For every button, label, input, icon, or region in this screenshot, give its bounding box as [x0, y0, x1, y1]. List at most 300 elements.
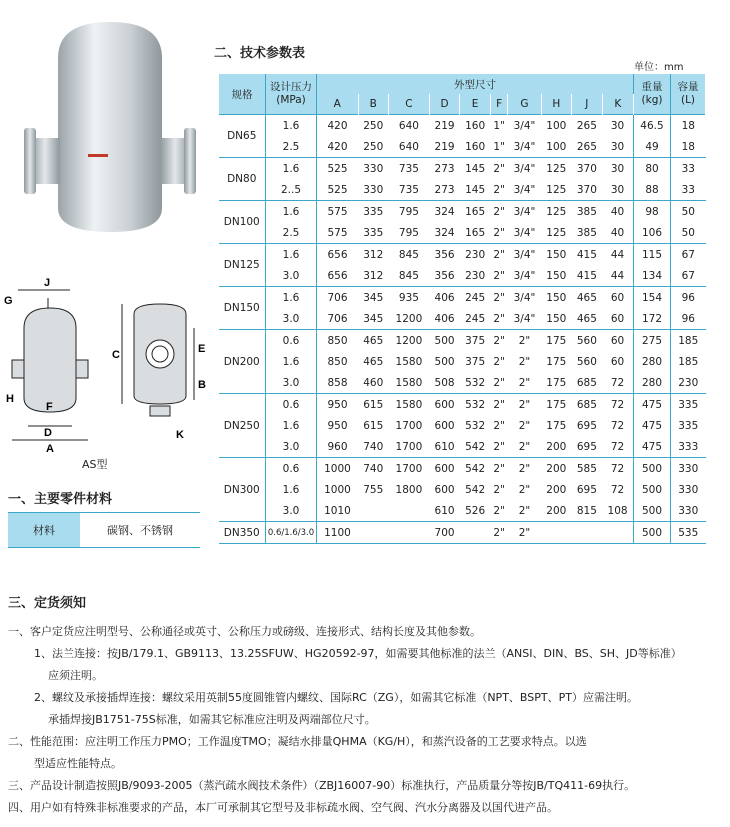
- separator-photo: [20, 18, 200, 240]
- spec-dim-cell: 1580: [395, 355, 423, 368]
- spec-dim-cell: 30: [602, 158, 633, 180]
- spec-dim-cell: 175: [546, 355, 567, 368]
- spec-pressure-cell: 2.5: [266, 222, 317, 244]
- spec-dim-cell: 420: [327, 140, 348, 153]
- spec-size-cell: DN250: [219, 394, 266, 458]
- spec-dim-cell: 44: [602, 244, 633, 266]
- spec-dim-cell: 1700: [395, 419, 423, 432]
- spec-dim-cell: 656: [317, 244, 359, 266]
- dim-d-label: D: [44, 427, 52, 439]
- notes-line: 应须注明。: [48, 669, 103, 682]
- spec-dim-cell: 695: [576, 419, 597, 432]
- dim-h-label: H: [6, 393, 14, 405]
- spec-size-cell: DN100: [219, 201, 266, 244]
- spec-dim-cell: 2": [493, 183, 505, 196]
- spec-dim-cell: 640: [398, 140, 419, 153]
- spec-dim-cell: 858: [327, 376, 348, 389]
- spec-dim-cell: 230: [460, 244, 491, 266]
- spec-capacity-cell: 67: [681, 269, 695, 282]
- spec-dim-cell: 755: [363, 483, 384, 496]
- spec-dim-cell: 960: [327, 440, 348, 453]
- spec-capacity-cell: 230: [678, 376, 699, 389]
- spec-dim-cell: 385: [576, 226, 597, 239]
- spec-dim-cell: [460, 522, 491, 544]
- spec-size-cell: DN300: [219, 458, 266, 522]
- materials-section-title: 一、主要零件材料: [8, 492, 113, 507]
- spec-weight-cell: 475: [634, 436, 671, 458]
- col-dim-b: B: [358, 94, 389, 115]
- spec-dim-cell: 265: [576, 140, 597, 153]
- spec-dim-cell: 600: [429, 394, 460, 416]
- spec-pressure-cell: 3.0: [266, 308, 317, 330]
- spec-dim-cell: 850: [317, 330, 359, 352]
- spec-dim-cell: 2": [508, 458, 541, 480]
- spec-dim-cell: 245: [460, 287, 491, 309]
- spec-dim-cell: 532: [465, 376, 486, 389]
- col-outer: 外型尺寸: [317, 74, 634, 94]
- spec-weight-cell: 106: [634, 222, 671, 244]
- spec-dim-cell: 600: [434, 419, 455, 432]
- spec-dim-cell: 740: [358, 458, 389, 480]
- materials-header: 材料: [8, 513, 80, 548]
- spec-capacity-cell: 18: [681, 140, 695, 153]
- spec-pressure-cell: 1.6: [266, 351, 317, 372]
- spec-dim-cell: 2": [508, 330, 541, 352]
- spec-capacity-cell: 18: [671, 115, 706, 137]
- spec-weight-cell: 80: [634, 158, 671, 180]
- spec-dim-cell: 706: [327, 312, 348, 325]
- spec-row: [219, 136, 706, 158]
- spec-capacity-cell: 33: [681, 183, 695, 196]
- spec-section-title: 二、技术参数表: [214, 46, 306, 61]
- spec-weight-cell: 280: [634, 351, 671, 372]
- spec-dim-cell: 500: [429, 330, 460, 352]
- spec-weight-cell: 280: [634, 372, 671, 394]
- spec-dim-cell: [541, 522, 572, 544]
- spec-dim-cell: 3/4": [508, 287, 541, 309]
- spec-dim-cell: 312: [358, 244, 389, 266]
- spec-pressure-cell: 1.6: [266, 287, 317, 309]
- spec-weight-cell: 134: [634, 265, 671, 287]
- spec-row: [219, 522, 706, 544]
- spec-dim-cell: 600: [429, 458, 460, 480]
- spec-dim-cell: 2": [518, 376, 531, 389]
- spec-dim-cell: 2": [493, 483, 505, 496]
- spec-dim-cell: 375: [460, 330, 491, 352]
- spec-dim-cell: 44: [602, 265, 633, 287]
- spec-capacity-cell: 50: [671, 201, 706, 223]
- spec-dim-cell: 160: [460, 115, 491, 137]
- spec-dim-cell: 200: [546, 504, 567, 517]
- col-dim-k: K: [602, 94, 633, 115]
- spec-dim-cell: 30: [602, 115, 633, 137]
- spec-weight-cell: 88: [634, 179, 671, 201]
- spec-dim-cell: [389, 522, 430, 544]
- spec-weight-cell: 154: [634, 287, 671, 309]
- spec-dim-cell: 415: [576, 269, 597, 282]
- spec-dim-cell: 815: [576, 504, 597, 517]
- spec-dim-cell: 30: [602, 136, 633, 158]
- col-dim-c: C: [389, 94, 430, 115]
- spec-weight-cell: 172: [634, 308, 671, 330]
- spec-dim-cell: 108: [602, 500, 633, 522]
- spec-row: [219, 351, 706, 372]
- spec-dim-cell: 3/4": [513, 226, 536, 239]
- spec-dim-cell: 695: [576, 483, 597, 496]
- spec-dim-cell: 526: [465, 504, 486, 517]
- spec-dim-cell: 324: [429, 201, 460, 223]
- spec-dim-cell: 273: [429, 158, 460, 180]
- spec-dim-cell: 345: [363, 312, 384, 325]
- spec-dim-cell: 175: [546, 376, 567, 389]
- spec-weight-cell: 115: [634, 244, 671, 266]
- spec-row: [219, 115, 706, 137]
- spec-dim-cell: 1580: [389, 394, 430, 416]
- spec-pressure-cell: 0.6: [266, 458, 317, 480]
- spec-dim-cell: 30: [602, 179, 633, 201]
- spec-weight-cell: 275: [634, 330, 671, 352]
- spec-dim-cell: 3/4": [508, 244, 541, 266]
- spec-dim-cell: 2": [490, 458, 508, 480]
- col-pressure: 设计压力 (MPa): [266, 74, 317, 115]
- spec-dim-cell: 312: [363, 269, 384, 282]
- spec-dim-cell: 508: [434, 376, 455, 389]
- spec-dim-cell: 60: [602, 351, 633, 372]
- spec-weight-cell: 500: [634, 458, 671, 480]
- notes-title: 三、定货须知: [8, 596, 87, 611]
- spec-row: [219, 330, 706, 352]
- spec-dim-cell: 60: [602, 330, 633, 352]
- spec-capacity-cell: 330: [671, 458, 706, 480]
- spec-dim-cell: 2": [490, 330, 508, 352]
- spec-dim-cell: 125: [546, 183, 567, 196]
- spec-dim-cell: 250: [363, 140, 384, 153]
- spec-dim-cell: 795: [398, 226, 419, 239]
- spec-dim-cell: 2": [493, 269, 505, 282]
- spec-dim-cell: 165: [460, 201, 491, 223]
- spec-dim-cell: 1000: [317, 458, 359, 480]
- spec-dim-cell: [602, 522, 633, 544]
- spec-row: [219, 415, 706, 436]
- dim-g-label: G: [4, 295, 13, 307]
- spec-dim-cell: 370: [572, 158, 603, 180]
- spec-size-cell: DN125: [219, 244, 266, 287]
- spec-dim-cell: 640: [389, 115, 430, 137]
- spec-dim-cell: 2": [490, 201, 508, 223]
- spec-dim-cell: 460: [363, 376, 384, 389]
- spec-pressure-cell: 0.6: [266, 394, 317, 416]
- spec-weight-cell: 500: [634, 522, 671, 544]
- spec-dim-cell: 706: [317, 287, 359, 309]
- spec-weight-cell: 500: [634, 479, 671, 500]
- spec-dim-cell: 845: [389, 244, 430, 266]
- col-dim-f: F: [490, 94, 508, 115]
- spec-dim-cell: 165: [465, 226, 486, 239]
- dim-k-label: K: [176, 429, 184, 441]
- spec-dim-cell: 2": [493, 504, 505, 517]
- spec-dim-cell: 125: [541, 201, 572, 223]
- spec-row: [219, 244, 706, 266]
- spec-dim-cell: 1700: [389, 458, 430, 480]
- spec-dim-cell: 72: [602, 415, 633, 436]
- materials-table: [8, 512, 200, 548]
- spec-pressure-cell: 1.6: [266, 158, 317, 180]
- spec-row: [219, 372, 706, 394]
- spec-dim-cell: 375: [465, 355, 486, 368]
- spec-dim-cell: 465: [576, 312, 597, 325]
- spec-table: [218, 74, 706, 544]
- spec-dim-cell: 356: [434, 269, 455, 282]
- notes-line: 1、法兰连接：按JB/179.1、GB9113、13.25SFUW、HG20592-97，如需要其他标准的法兰（ANSI、DIN、BS、SH、JD等标准）: [34, 647, 682, 660]
- spec-dim-cell: 1200: [395, 312, 423, 325]
- spec-dim-cell: 3/4": [513, 183, 536, 196]
- spec-pressure-cell: 1.6: [266, 479, 317, 500]
- col-capacity: 容量 (L): [671, 74, 706, 115]
- spec-dim-cell: 2": [490, 158, 508, 180]
- spec-dim-cell: 1700: [395, 440, 423, 453]
- spec-dim-cell: 685: [572, 394, 603, 416]
- spec-dim-cell: 2": [493, 226, 505, 239]
- spec-row: [219, 308, 706, 330]
- spec-dim-cell: 330: [363, 183, 384, 196]
- spec-capacity-cell: 96: [681, 312, 695, 325]
- col-dim-g: G: [508, 94, 541, 115]
- spec-dim-cell: 950: [317, 394, 359, 416]
- spec-dim-cell: 1100: [317, 522, 359, 544]
- spec-capacity-cell: 335: [678, 419, 699, 432]
- spec-capacity-cell: 330: [678, 504, 699, 517]
- spec-dim-cell: 406: [429, 287, 460, 309]
- spec-dim-cell: 740: [363, 440, 384, 453]
- spec-dim-cell: 500: [434, 355, 455, 368]
- spec-weight-cell: 49: [634, 136, 671, 158]
- spec-pressure-cell: 1.6: [266, 415, 317, 436]
- spec-dim-cell: 542: [465, 440, 486, 453]
- spec-weight-cell: 475: [634, 394, 671, 416]
- spec-dim-cell: 532: [460, 394, 491, 416]
- spec-capacity-cell: 185: [671, 330, 706, 352]
- spec-dim-cell: [389, 500, 430, 522]
- spec-dim-cell: 600: [434, 483, 455, 496]
- spec-row: [219, 201, 706, 223]
- spec-dim-cell: 3/4": [513, 312, 536, 325]
- spec-dim-cell: 100: [541, 115, 572, 137]
- unit-label: 单位：mm: [634, 62, 684, 73]
- spec-dim-cell: 72: [602, 372, 633, 394]
- spec-dim-cell: 200: [541, 458, 572, 480]
- spec-dim-cell: 3/4": [513, 140, 536, 153]
- spec-dim-cell: 700: [429, 522, 460, 544]
- col-dim-d: D: [429, 94, 460, 115]
- spec-dim-cell: 200: [546, 440, 567, 453]
- spec-dim-cell: 656: [327, 269, 348, 282]
- spec-capacity-cell: 185: [678, 355, 699, 368]
- spec-row: [219, 222, 706, 244]
- spec-dim-cell: 2": [518, 419, 531, 432]
- spec-dim-cell: 532: [465, 419, 486, 432]
- spec-dim-cell: 2": [490, 287, 508, 309]
- notes-line: 一、客户定货应注明型号、公称通径或英寸、公称压力或磅级、连接形式、结构长度及其他参数。: [8, 625, 481, 638]
- spec-dim-cell: 370: [576, 183, 597, 196]
- spec-pressure-cell: 1.6: [266, 115, 317, 137]
- spec-dim-cell: 695: [576, 440, 597, 453]
- spec-capacity-cell: 50: [681, 226, 695, 239]
- spec-dim-cell: 72: [602, 458, 633, 480]
- spec-dim-cell: 175: [541, 394, 572, 416]
- col-dim-j: J: [572, 94, 603, 115]
- spec-dim-cell: 145: [460, 158, 491, 180]
- spec-capacity-cell: 67: [671, 244, 706, 266]
- spec-dim-cell: 324: [434, 226, 455, 239]
- spec-dim-cell: 2": [493, 419, 505, 432]
- spec-pressure-cell: 2.5: [266, 136, 317, 158]
- order-notes: [8, 592, 723, 819]
- col-weight: 重量 (kg): [634, 74, 671, 115]
- spec-row: [219, 479, 706, 500]
- spec-pressure-cell: 0.6: [266, 330, 317, 352]
- col-dim-a: A: [317, 94, 359, 115]
- spec-dim-cell: 60: [602, 308, 633, 330]
- spec-row: [219, 265, 706, 287]
- spec-capacity-cell: 535: [671, 522, 706, 544]
- dim-e-label: E: [198, 343, 206, 355]
- spec-dim-cell: 250: [358, 115, 389, 137]
- spec-dim-cell: 795: [389, 201, 430, 223]
- spec-size-cell: DN65: [219, 115, 266, 158]
- spec-dim-cell: 2": [493, 376, 505, 389]
- spec-dim-cell: 40: [602, 201, 633, 223]
- notes-line: 2、螺纹及承接插焊连接：螺纹采用英制55度圆锥管内螺纹、国际RC（ZG），如需其它标准（NPT、BSPT、PT）应需注明。: [34, 691, 638, 704]
- spec-size-cell: DN80: [219, 158, 266, 201]
- spec-row: [219, 436, 706, 458]
- spec-dim-cell: 685: [576, 376, 597, 389]
- dim-f-label: F: [46, 401, 53, 413]
- spec-dim-cell: 935: [389, 287, 430, 309]
- col-spec: 规格: [219, 74, 266, 115]
- spec-dim-cell: 150: [546, 269, 567, 282]
- spec-dim-cell: 575: [327, 226, 348, 239]
- spec-pressure-cell: 2..5: [266, 179, 317, 201]
- spec-dim-cell: 2": [518, 483, 531, 496]
- spec-dim-cell: 345: [358, 287, 389, 309]
- spec-dim-cell: 2": [490, 394, 508, 416]
- spec-dim-cell: 145: [465, 183, 486, 196]
- spec-dim-cell: 200: [546, 483, 567, 496]
- spec-pressure-cell: 0.6/1.6/3.0: [266, 522, 317, 544]
- spec-weight-cell: 475: [634, 415, 671, 436]
- spec-dim-cell: 330: [358, 158, 389, 180]
- spec-dim-cell: 950: [327, 419, 348, 432]
- spec-dim-cell: 150: [546, 312, 567, 325]
- spec-dim-cell: 3/4": [513, 269, 536, 282]
- spec-dim-cell: 542: [465, 483, 486, 496]
- spec-dim-cell: 560: [572, 330, 603, 352]
- spec-dim-cell: 2": [518, 440, 531, 453]
- spec-dim-cell: 356: [429, 244, 460, 266]
- spec-row: [219, 500, 706, 522]
- spec-dim-cell: 2": [493, 355, 505, 368]
- spec-dim-cell: 2": [518, 355, 531, 368]
- spec-capacity-cell: 96: [671, 287, 706, 309]
- spec-dim-cell: 465: [572, 287, 603, 309]
- spec-row: [219, 458, 706, 480]
- spec-capacity-cell: 33: [671, 158, 706, 180]
- spec-dim-cell: 2": [490, 244, 508, 266]
- spec-dim-cell: 273: [434, 183, 455, 196]
- spec-dim-cell: 175: [541, 330, 572, 352]
- spec-row: [219, 179, 706, 201]
- spec-pressure-cell: 3.0: [266, 265, 317, 287]
- notes-line: 承插焊接JB1751-75S标准，如需其它标准应注明及两端部位尺寸。: [48, 713, 376, 726]
- spec-pressure-cell: 3.0: [266, 372, 317, 394]
- spec-dim-cell: 160: [465, 140, 486, 153]
- spec-dim-cell: 1580: [395, 376, 423, 389]
- spec-dim-cell: 542: [460, 458, 491, 480]
- spec-dim-cell: 406: [434, 312, 455, 325]
- spec-dim-cell: [572, 522, 603, 544]
- spec-row: [219, 287, 706, 309]
- spec-dim-cell: 610: [434, 504, 455, 517]
- materials-value: 碳钢、不锈钢: [80, 513, 200, 548]
- dim-b-label: B: [198, 379, 206, 391]
- notes-line: 四、用户如有特殊非标准要求的产品，本厂可承制其它型号及非标疏水阀、空气阀、汽水分离器及以国代进产品。: [8, 801, 558, 814]
- spec-dim-cell: 2": [508, 522, 541, 544]
- spec-dim-cell: 230: [465, 269, 486, 282]
- spec-dim-cell: 2": [518, 504, 531, 517]
- dim-a-label: A: [46, 443, 54, 455]
- spec-size-cell: DN200: [219, 330, 266, 394]
- spec-dim-cell: 735: [389, 158, 430, 180]
- spec-dim-cell: 2": [490, 522, 508, 544]
- spec-dim-cell: 72: [602, 394, 633, 416]
- spec-dim-cell: 60: [602, 287, 633, 309]
- spec-dim-cell: 850: [327, 355, 348, 368]
- spec-dim-cell: 465: [358, 330, 389, 352]
- spec-pressure-cell: 3.0: [266, 500, 317, 522]
- spec-dim-cell: [358, 522, 389, 544]
- spec-row: [219, 394, 706, 416]
- spec-dim-cell: 415: [572, 244, 603, 266]
- spec-dim-cell: 3/4": [508, 158, 541, 180]
- spec-dim-cell: 40: [602, 222, 633, 244]
- spec-dim-cell: 1200: [389, 330, 430, 352]
- spec-dim-cell: 1": [490, 115, 508, 137]
- spec-pressure-cell: 1.6: [266, 244, 317, 266]
- spec-weight-cell: 500: [634, 500, 671, 522]
- spec-dim-cell: 125: [541, 158, 572, 180]
- spec-dim-cell: 72: [602, 479, 633, 500]
- spec-size-cell: DN350: [219, 522, 266, 544]
- spec-dim-cell: 1": [493, 140, 505, 153]
- spec-dim-cell: 465: [363, 355, 384, 368]
- spec-dim-cell: 575: [317, 201, 359, 223]
- spec-dim-cell: 3/4": [508, 201, 541, 223]
- col-dim-e: E: [460, 94, 491, 115]
- spec-dim-cell: 1800: [395, 483, 423, 496]
- spec-dim-cell: 385: [572, 201, 603, 223]
- spec-dim-cell: 150: [541, 287, 572, 309]
- spec-dim-cell: 2": [493, 312, 505, 325]
- spec-dim-cell: 615: [363, 419, 384, 432]
- dim-c-label: C: [112, 349, 120, 361]
- notes-line: 二、性能范围：应注明工作压力PMO；工作温度TMO；凝结水排量QHMA（KG/H），和蒸汽设备的工艺要求特点。以选: [8, 735, 587, 748]
- spec-dim-cell: 150: [541, 244, 572, 266]
- spec-row: [219, 158, 706, 180]
- model-label: AS型: [82, 458, 108, 471]
- spec-dim-cell: [358, 500, 389, 522]
- spec-dim-cell: 265: [572, 115, 603, 137]
- dim-j-label: J: [44, 277, 51, 289]
